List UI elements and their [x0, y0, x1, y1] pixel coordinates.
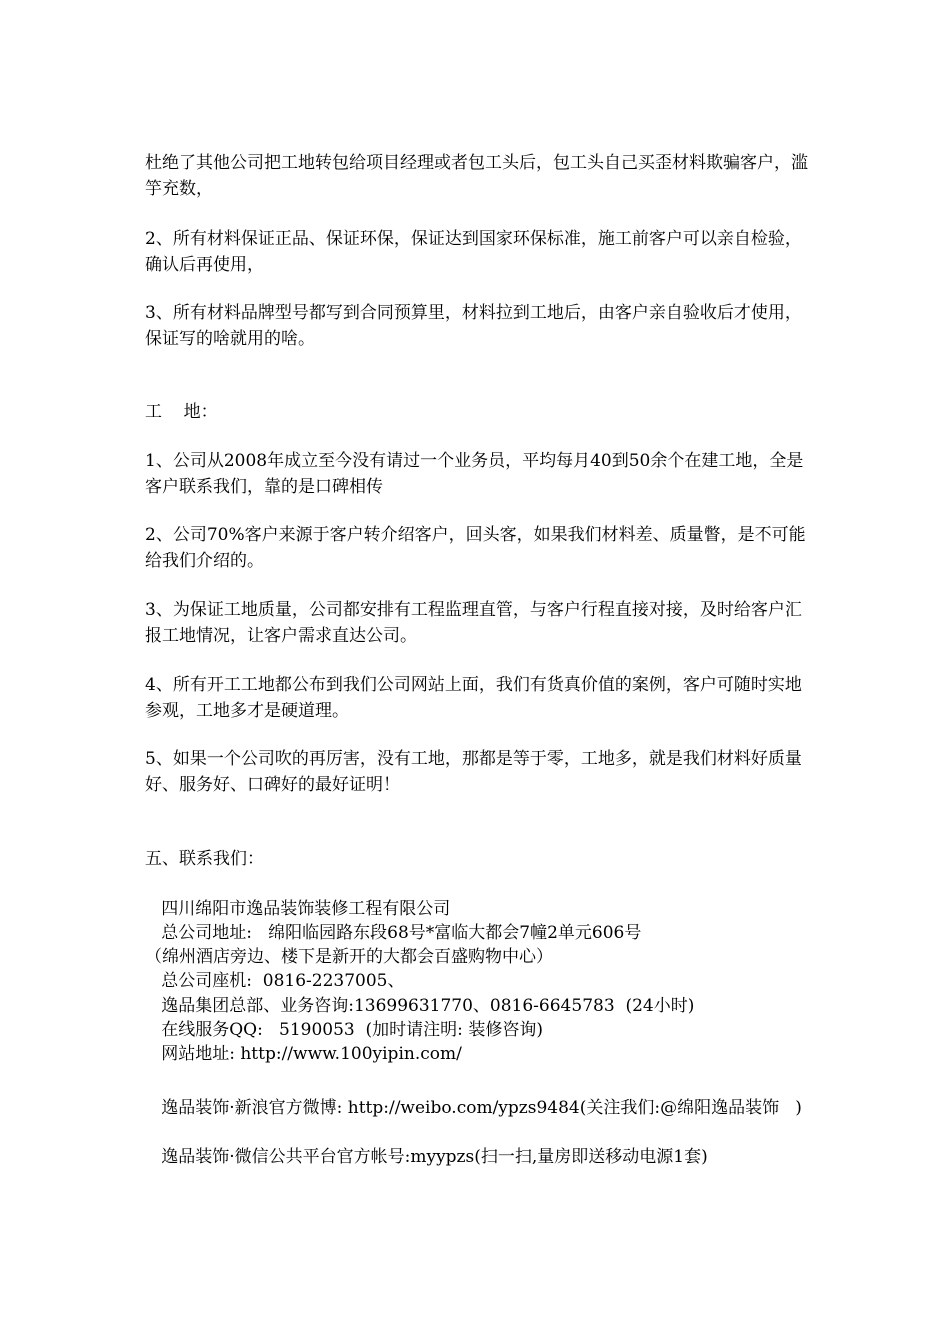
- paragraph-site-5: 5、如果一个公司吹的再厉害，没有工地，那都是等于零，工地多，就是我们材料好质量好、服务好、口碑好的最好证明！: [145, 749, 802, 795]
- contact-address-note: （绵州酒店旁边、楼下是新开的大都会百盛购物中心）: [145, 947, 553, 967]
- contact-weibo: 逸品装饰·新浪官方微博: http://weibo.com/ypzs9484(关注我们:@绵阳逸品装饰 ): [145, 1098, 802, 1118]
- section-heading-site: 工 地：: [145, 402, 218, 422]
- paragraph-site-4: 4、所有开工工地都公布到我们公司网站上面，我们有货真价值的案例，客户可随时实地参观，工地多才是硬道理。: [145, 675, 802, 721]
- contact-address: 总公司地址: 绵阳临园路东段68号*富临大都会7幢2单元606号: [145, 923, 642, 943]
- contact-consult: 逸品集团总部、业务咨询:13699631770、0816-6645783 (24小时): [145, 996, 695, 1016]
- contact-website: 网站地址: http://www.100yipin.com/: [145, 1044, 462, 1064]
- contact-wechat: 逸品装饰·微信公共平台官方帐号:myypzs(扫一扫,量房即送移动电源1套): [145, 1147, 708, 1167]
- paragraph-site-2: 2、公司70%客户来源于客户转介绍客户，回头客，如果我们材料差、质量瞥，是不可能给我们介绍的。: [145, 525, 806, 571]
- section-heading-contact: 五、联系我们：: [145, 849, 264, 869]
- paragraph-material-3: 3、所有材料品牌型号都写到合同预算里，材料拉到工地后，由客户亲自验收后才使用，保证写的啥就用的啥。: [145, 303, 802, 349]
- contact-phone: 总公司座机: 0816-2237005、: [145, 971, 405, 991]
- contact-qq: 在线服务QQ: 5190053 (加时请注明: 装修咨询): [145, 1020, 543, 1040]
- paragraph-site-3: 3、为保证工地质量，公司都安排有工程监理直管，与客户行程直接对接，及时给客户汇报工地情况，让客户需求直达公司。: [145, 600, 802, 646]
- paragraph-site-1: 1、公司从2008年成立至今没有请过一个业务员，平均每月40到50余个在建工地，全是客户联系我们，靠的是口碑相传: [145, 451, 804, 497]
- paragraph-material-2: 2、所有材料保证正品、保证环保，保证达到国家环保标准，施工前客户可以亲自检验，确认后再使用，: [145, 229, 802, 275]
- paragraph-intro: 杜绝了其他公司把工地转包给项目经理或者包工头后，包工头自己买歪材料欺骗客户，滥竽充数，: [145, 153, 808, 199]
- contact-company: 四川绵阳市逸品装饰装修工程有限公司: [145, 899, 451, 919]
